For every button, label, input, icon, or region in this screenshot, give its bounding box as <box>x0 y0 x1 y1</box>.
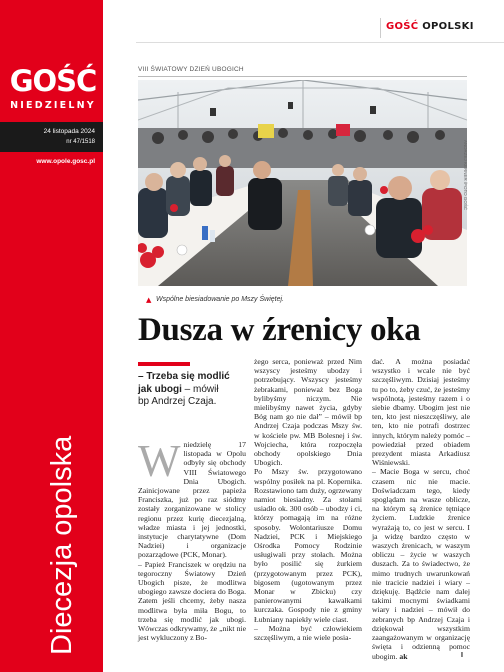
brand-gosc: GOŚĆ <box>386 21 419 32</box>
regional-brand <box>386 21 474 32</box>
photo-credit: ANDRZEJ KERNER /FOTO GOŚĆ <box>463 140 468 211</box>
drop-cap: W <box>138 436 181 486</box>
paragraph <box>372 467 470 660</box>
paragraph: Po Mszy św. przygotowano wspólny posiłek na pl. Kopernika. Rozstawiono tam duży, ogrzewany namiot biesiadny. Za stołami usiadło ok. 300 osób – ubodzy i ci, którzy pomagają im na różne sposoby. Wolontariusze Domu Nadziei, PCK i Miejskiego Ośrodka Pomocy Rodzinie usługiwali przy stołach. Można było posilić się żurkiem (przygotowanym przez PCK), bigosem (ugotowanym przez Monar w Zbicku) czy panierowanymi kawałkami kurczaka. Gospody nie z gminy Łubniany napiekły wiele ciast. <box>254 467 362 624</box>
paragraph: – Papież Franciszek w orędziu na tegoroczny Światowy Dzień Ubogich pisze, że modlitwa ubogiego zawsze dociera do Boga. Zatem jeśli chcemy, żeby nasza modlitwa była miła Bogu, to trzeba się modlić jak ubogi. Wówczas odkrywamy, że „nikt nie jest wykluczony z Bo- <box>138 559 246 643</box>
section-title-vertical: Diecezja opolska <box>46 435 78 655</box>
paragraph: – Można być człowiekiem szczęśliwym, a nie wiele posia- <box>254 623 362 643</box>
brand-region: OPOLSKI <box>422 21 474 32</box>
page-number: I <box>461 652 463 659</box>
article-column-3 <box>372 357 470 661</box>
caption-triangle-icon: ▲ <box>146 296 152 304</box>
paragraph: dać. A można posiadać wszystko i wcale nie być szczęśliwym. Dzisiaj jesteśmy tu po to, żeby czuć, że jesteśmy wspólnotą, jesteśmy razem i o siebie dbamy. Ubogim jest nie ten, kto jest nieszczęśliwy, ale ten, kto nie potrafi dostrzec innych, którym należy pomóc – powiedział przed obiadem prezydent miasta Arkadiusz Wiśniewski. <box>372 357 470 468</box>
lead-accent-bar <box>138 362 190 366</box>
article-column-2 <box>254 357 362 642</box>
article-kicker: VIII ŚWIATOWY DZIEŃ UBOGICH <box>138 66 244 73</box>
article-photo <box>138 80 467 286</box>
paragraph: żego serca, ponieważ przed Nim wszyscy jesteśmy ubodzy i potrzebujący. Wszyscy jesteśmy żebrakami, ponieważ bez Boga bylibyśmy niczym. Nie mielibyśmy nawet życia, gdyby Bóg nam go nie dał” – mówił bp Andrzej Czaja podczas Mszy św. w kościele pw. MB Bolesnej i św. Wojciecha, która rozpoczęła obchody opolskiego Dnia Ubogich. <box>254 357 362 468</box>
masthead-logo <box>0 58 103 122</box>
logo-subtitle: NIEDZIELNY <box>10 100 96 111</box>
paragraph-text: – Macie Boga w sercu, choć czasem nic nie macie. Doświadczam tego, kiedy spoglądam na wasze oblicze, na którym są źrenice tętniące życiem. Ludzkie źrenice wyrażają to, co jest w sercu. I ja widzę bardzo często w waszych źrenicach, w waszym obliczu – życie w waszych duszach. Za to świadectwo, że mimo trudnych uwarunkowań nie tracicie nadziei i wiary – dziękuję. Bądźcie nam dalej takimi mocnymi świadkami wiary i nadziei – mówił do zebranych bp Andrzej Czaja i dziękował wszystkim zaangażowanym w organizację święta i odzienną pomoc ubogim. <box>372 467 470 661</box>
paragraph <box>138 436 246 560</box>
website-link[interactable]: www.opole.gosc.pl <box>36 158 95 165</box>
left-sidebar <box>0 0 103 672</box>
brand-divider <box>380 18 381 38</box>
article-column-1 <box>138 436 246 643</box>
issue-date: 24 listopada 2024 <box>43 128 95 135</box>
logo-title: GOŚĆ <box>9 64 97 98</box>
lead-attribution: – mówił bp Andrzej Czaja. <box>138 383 219 407</box>
article-headline: Dusza w źrenicy oka <box>138 312 421 348</box>
header-rule <box>136 42 504 43</box>
issue-info <box>0 122 103 152</box>
lead-quote: – Trzeba się modlić jak ubogi <box>138 371 230 395</box>
photo-caption: Wspólne biesiadowanie po Mszy Świętej. <box>156 296 285 303</box>
kicker-rule <box>138 76 467 77</box>
author-signature: ak <box>399 651 408 661</box>
article-lead <box>138 371 230 409</box>
tent-dining-photo <box>138 80 467 286</box>
issue-number: nr 47/1518 <box>66 139 95 145</box>
paragraph-text: niedzielę 17 listopada w Opolu odbyły się obchody VIII Światowego Dnia Ubogich. Zainicjowane przez papieża Franciszka, już po raz siódmy zostały zorganizowane w stolicy regionu przez kurię diecezjalną, władze miasta i jej jednostki, instytucje charytatywne (Dom Nadziei) i organizacje pozarządowe (PCK, Monar). <box>138 440 246 560</box>
